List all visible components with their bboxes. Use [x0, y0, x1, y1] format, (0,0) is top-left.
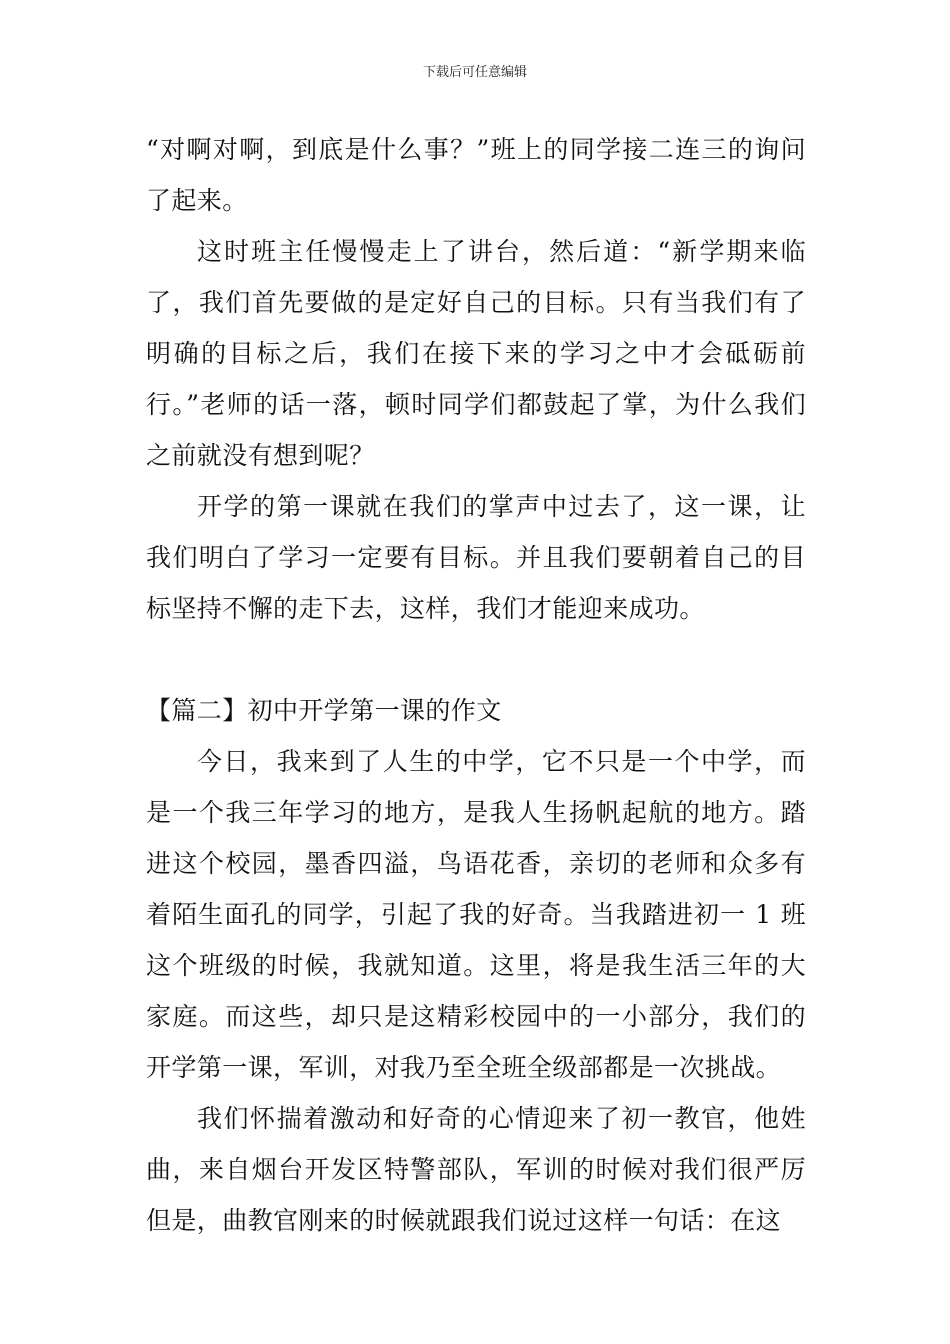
section-spacer — [146, 634, 806, 685]
paragraph-3: 开学的第一课就在我们的掌声中过去了，这一课，让我们明白了学习一定要有目标。并且我们要朝着自己的目标坚持不懈的走下去，这样，我们才能迎来成功。 — [146, 492, 806, 623]
paragraph-5: 我们怀揣着激动和好奇的心情迎来了初一教官，他姓曲，来自烟台开发区特警部队，军训的时候对我们很严厉但是，曲教官刚来的时候就跟我们说过这样一句话：在这 — [146, 1104, 806, 1235]
paragraph-4: 今日，我来到了人生的中学，它不只是一个中学，而是一个我三年学习的地方，是我人生扬帆起航的地方。踏进这个校园，墨香四溢，鸟语花香，亲切的老师和众多有着陌生面孔的同学，引起了我的好奇。当我踏进初一 1 班这个班级的时候，我就知道。这里，将是我生活三年的大家庭。而这些，却只是这精彩校园中的一小部分，我们的开学第一课，军训，对我乃至全班全级部都是一次挑战。 — [146, 747, 806, 1082]
paragraph-2: 这时班主任慢慢走上了讲台，然后道：“新学期来临了，我们首先要做的是定好自己的目标。只有当我们有了明确的目标之后，我们在接下来的学习之中才会砥砺前行。”老师的话一落，顿时同学们都鼓起了掌，为什么我们之前就没有想到呢？ — [146, 237, 806, 470]
paragraph-1: “对啊对啊，到底是什么事？”班上的同学接二连三的询问了起来。 — [146, 135, 806, 215]
section-title: 【篇二】初中开学第一课的作文 — [146, 696, 502, 725]
page-header-note: 下载后可任意编辑 — [422, 65, 527, 80]
document-body — [146, 124, 806, 1246]
